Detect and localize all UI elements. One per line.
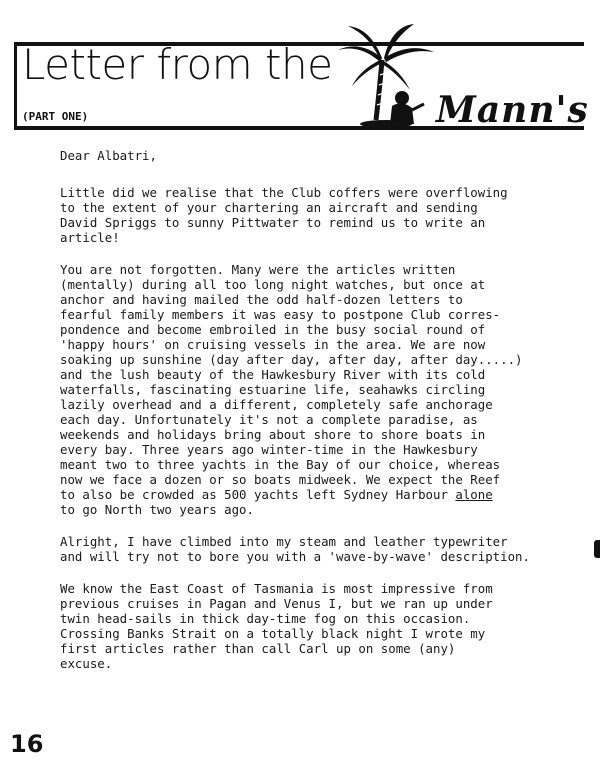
paragraph-2-end: to go North two years ago.: [60, 502, 254, 517]
page-number: 16: [10, 730, 44, 758]
salutation: Dear Albatri,: [60, 148, 157, 163]
edge-mark: [594, 540, 600, 558]
family-name-logo: Mann's: [436, 89, 589, 131]
palm-tree-illustration: [330, 20, 440, 130]
paragraph-1: Little did we realise that the Club coffers were overflowing to the extent of your chartering an aircraft and sending David Spriggs to sunny Pittwater to remind us to write an article!: [60, 185, 508, 245]
part-label: (PART ONE): [22, 110, 89, 123]
paragraph-4: We know the East Coast of Tasmania is most impressive from previous cruises in Pagan and Venus I, but we ran up under twin head-sails in thick day-time fog on this occasion. Crossing Banks Strait on a totally black night I wrote my first articles rather than call Carl up on some (any) excuse.: [60, 581, 493, 671]
paragraph-3: Alright, I have climbed into my steam and leather typewriter and will try not to bore you with a 'wave-by-wave' description.: [60, 534, 530, 564]
page-title: Letter from the: [22, 40, 333, 89]
paragraph-2-text: You are not forgotten. Many were the articles written (mentally) during all too long night watches, but once at anchor and having mailed the odd half-dozen letters to fearful family members it was easy to postpone Club corres- pondence and become embroiled in the busy social round of 'happy hours' on cruising vessels in the area. We are now soaking up sunshine (day after day, after day, after day.....) and the lush beauty of the Hawkesbury River with its cold waterfalls, fascinating estuarine life, seahawks circling lazily overhead and a different, completely safe anchorage each day. Unfortunately it's not a complete paradise, as weekends and holidays bring about shore to shore boats in every bay. Three years ago winter-time in the Hawkesbury meant two to three yachts in the Bay of our choice, whereas now we face a dozen or so boats midweek. We expect the Reef to also be crowded as 500 yachts left Sydney Harbour: [60, 262, 523, 502]
emphasis-word: alone: [455, 487, 493, 502]
letter-body: [60, 148, 580, 688]
paragraph-2: [60, 262, 580, 517]
